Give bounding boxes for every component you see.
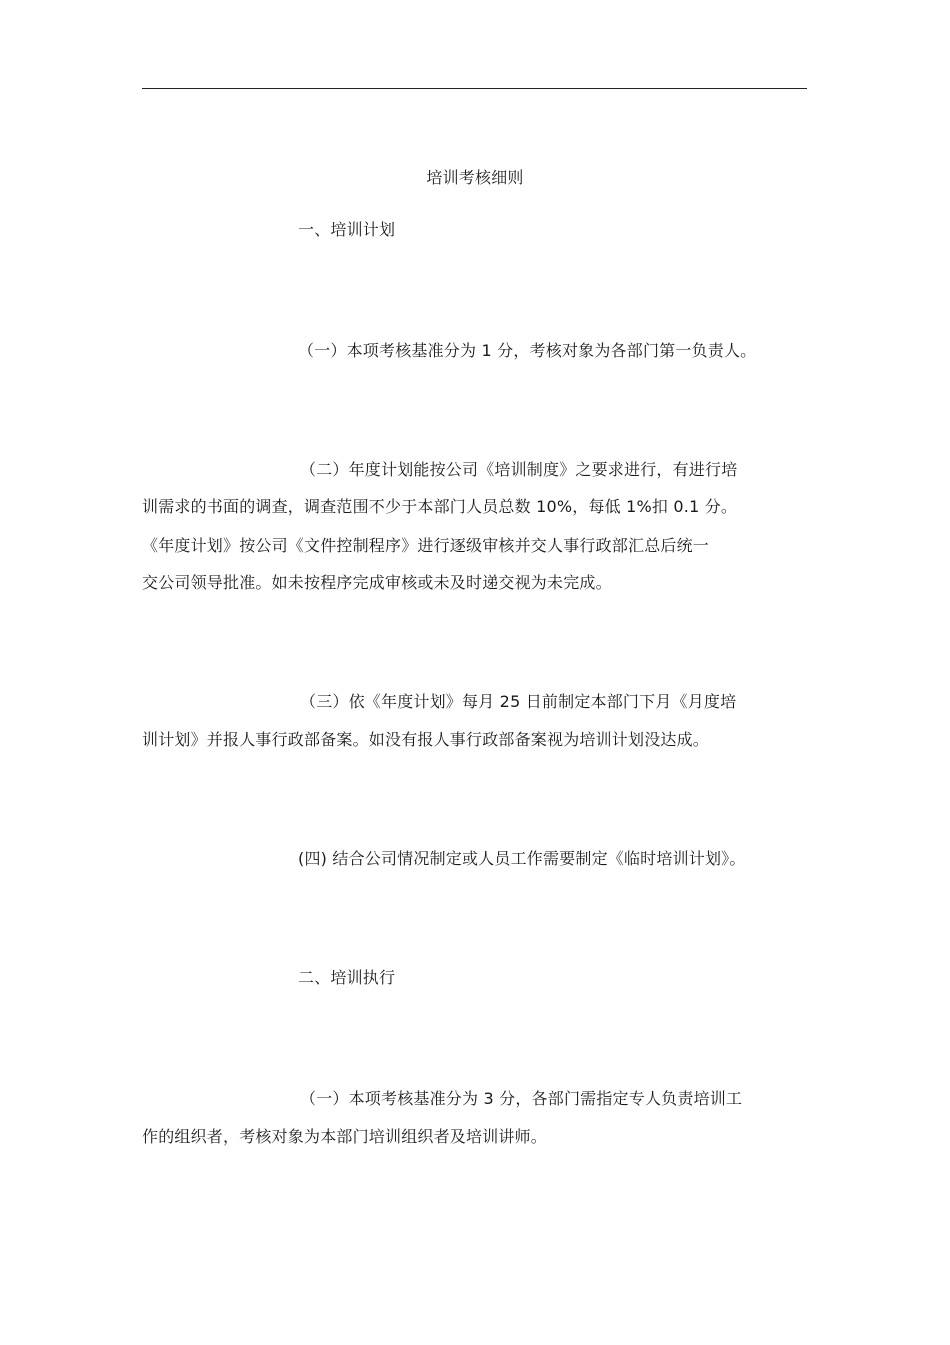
paragraph-plan-3-line-1: （三）依《年度计划》每月 25 日前制定本部门下月《月度培 xyxy=(300,692,737,711)
paragraph-plan-2-line-2: 训需求的书面的调查，调查范围不少于本部门人员总数 10%，每低 1%扣 0.1 分。 xyxy=(142,497,738,516)
paragraph-plan-3-line-2: 训计划》并报人事行政部备案。如没有报人事行政部备案视为培训计划没达成。 xyxy=(142,730,710,749)
paragraph-plan-2-line-1: （二）年度计划能按公司《培训制度》之要求进行，有进行培 xyxy=(300,460,738,479)
paragraph-plan-4: (四) 结合公司情况制定或人员工作需要制定《临时培训计划》。 xyxy=(298,849,746,868)
section-heading-training-execution: 二、培训执行 xyxy=(298,968,396,987)
paragraph-execution-1-line-2: 作的组织者，考核对象为本部门培训组织者及培训讲师。 xyxy=(142,1127,548,1146)
paragraph-plan-2-line-4: 交公司领导批准。如未按程序完成审核或未及时递交视为未完成。 xyxy=(142,573,612,592)
paragraph-plan-2-line-3: 《年度计划》按公司《文件控制程序》进行逐级审核并交人事行政部汇总后统一 xyxy=(142,536,710,555)
header-rule xyxy=(142,88,807,89)
document-title: 培训考核细则 xyxy=(426,168,524,187)
section-heading-training-plan: 一、培训计划 xyxy=(298,220,396,239)
paragraph-execution-1-line-1: （一）本项考核基准分为 3 分，各部门需指定专人负责培训工 xyxy=(300,1089,743,1108)
paragraph-plan-1: （一）本项考核基准分为 1 分，考核对象为各部门第一负责人。 xyxy=(298,341,757,360)
